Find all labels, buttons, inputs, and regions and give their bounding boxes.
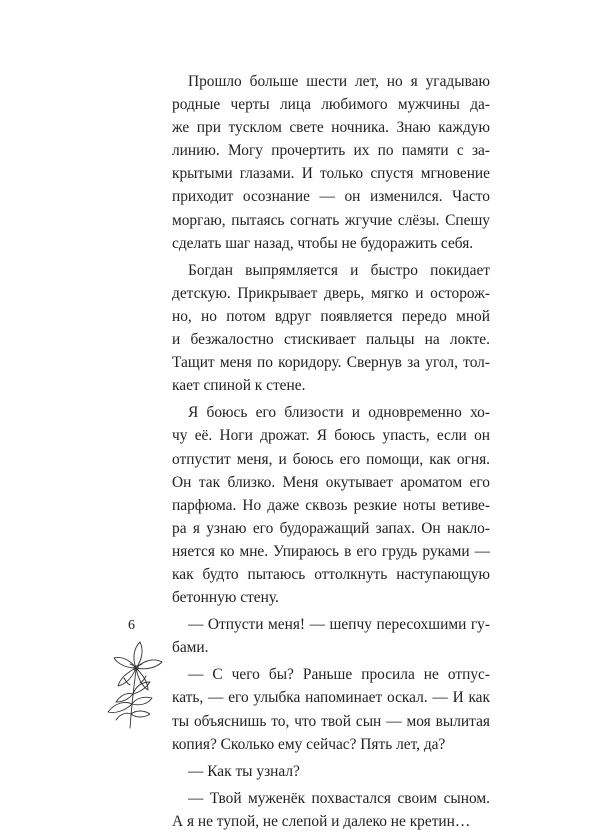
text-line: и безжалостно стискивает пальцы на локте.	[172, 331, 490, 349]
paragraph	[172, 787, 490, 833]
text-line: чу её. Ноги дрожат. Я боюсь упасть, если он	[172, 427, 490, 445]
text-line: ра я узнаю его будоражащий запах. Он накло-	[172, 519, 490, 537]
text-line: няется ко мне. Упираюсь в его грудь руками —	[172, 542, 490, 560]
text-line: — Как ты узнал?	[188, 762, 300, 780]
text-line: кает спиной к стене.	[172, 377, 306, 395]
text-line: бами.	[172, 639, 209, 657]
paragraph	[172, 70, 490, 255]
text-line: моргаю, пытаясь согнать жгучие слёзы. Спешу	[172, 211, 490, 229]
text-line: приходит осознание — он изменился. Часто	[172, 188, 490, 206]
text-line: детскую. Прикрывает дверь, мягко и осторож-	[172, 284, 490, 302]
text-line: парфюма. Но даже сквозь резкие ноты ветиве-	[172, 496, 490, 514]
flower-ornament-icon	[100, 638, 172, 730]
text-line: копия? Сколько ему сейчас? Пять лет, да?	[172, 735, 446, 753]
page-number: 6	[128, 618, 135, 633]
text-line: А я не тупой, не слепой и далеко не кретин…	[172, 812, 471, 830]
text-line: отпустит меня, и боюсь его помощи, как огня.	[172, 450, 490, 468]
text-line: Я боюсь его близости и одновременно хо-	[188, 404, 490, 422]
paragraph	[172, 760, 490, 783]
text-line: кать, — его улыбка напоминает оскал. — И как	[172, 689, 490, 707]
paragraph	[172, 259, 490, 398]
text-line: Богдан выпрямляется и быстро покидает	[188, 261, 490, 279]
text-line: Тащит меня по коридору. Свернув за угол, тол-	[172, 354, 490, 372]
text-line: родные черты лица любимого мужчины да-	[172, 96, 490, 114]
text-line: Он так близко. Меня окутывает ароматом его	[172, 473, 490, 491]
text-line: сделать шаг назад, чтобы не будоражить себя.	[172, 234, 474, 252]
body-text	[172, 70, 490, 837]
text-line: но, но потом вдруг появляется передо мной	[172, 307, 490, 325]
text-line: же при тусклом свете ночника. Знаю каждую	[172, 119, 490, 137]
text-line: как будто пытаюсь оттолкнуть наступающую	[172, 565, 490, 583]
text-line: — Отпусти меня! — шепчу пересохшими гу-	[188, 616, 490, 634]
text-line: крытыми глазами. И только спустя мгновение	[172, 165, 490, 183]
text-line: ты объяснишь то, что твой сын — моя вылитая	[172, 712, 490, 730]
paragraph	[172, 613, 490, 659]
text-line: — Твой муженёк похвастался своим сыном.	[188, 789, 490, 807]
paragraph	[172, 663, 490, 755]
text-line: Прошло больше шести лет, но я угадываю	[188, 73, 490, 90]
text-line: бетонную стену.	[172, 589, 279, 607]
text-line: линию. Могу прочертить их по памяти с за-	[172, 142, 490, 160]
text-line: — С чего бы? Раньше просила не отпус-	[188, 666, 490, 684]
paragraph	[172, 401, 490, 609]
